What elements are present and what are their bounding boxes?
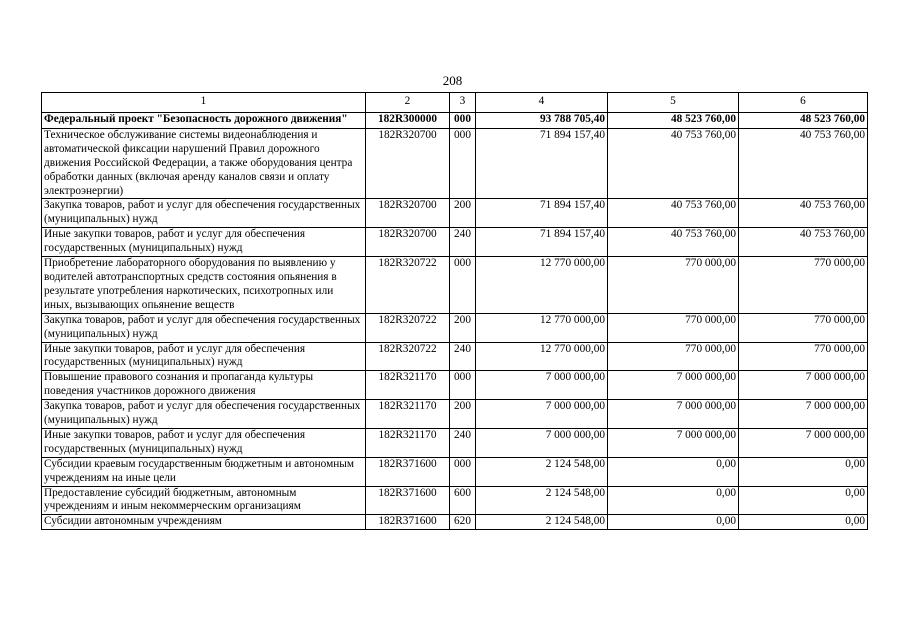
cell-expense-type: 000 [450, 113, 476, 129]
cell-value-col6: 7 000 000,00 [739, 428, 868, 457]
cell-value-col4: 7 000 000,00 [476, 400, 608, 429]
cell-code: 182R371600 [366, 457, 450, 486]
cell-code: 182R321170 [366, 371, 450, 400]
cell-value-col4: 93 788 705,40 [476, 113, 608, 129]
page-number: 208 [442, 73, 463, 88]
cell-value-col5: 770 000,00 [608, 257, 739, 314]
cell-value-col5: 7 000 000,00 [608, 400, 739, 429]
table-row [42, 257, 868, 314]
table-row [42, 313, 868, 342]
column-header-1: 1 [42, 93, 366, 113]
column-header-2: 2 [366, 93, 450, 113]
cell-expense-type: 200 [450, 400, 476, 429]
table-row [42, 228, 868, 257]
cell-value-col4: 2 124 548,00 [476, 486, 608, 515]
cell-value-col4: 71 894 157,40 [476, 128, 608, 199]
cell-code: 182R320722 [366, 342, 450, 371]
column-header-3: 3 [450, 93, 476, 113]
cell-expense-type: 240 [450, 428, 476, 457]
cell-name: Повышение правового сознания и пропаганда культуры поведения участников дорожного движения [42, 371, 366, 400]
cell-value-col6: 0,00 [739, 486, 868, 515]
cell-value-col6: 770 000,00 [739, 313, 868, 342]
cell-value-col6: 40 753 760,00 [739, 128, 868, 199]
cell-expense-type: 600 [450, 486, 476, 515]
table-row [42, 342, 868, 371]
cell-value-col6: 770 000,00 [739, 257, 868, 314]
cell-value-col4: 2 124 548,00 [476, 457, 608, 486]
cell-expense-type: 000 [450, 457, 476, 486]
cell-value-col5: 48 523 760,00 [608, 113, 739, 129]
header-row [42, 93, 868, 113]
column-header-6: 6 [739, 93, 868, 113]
table-body [42, 113, 868, 530]
cell-name: Иные закупки товаров, работ и услуг для обеспечения государственных (муниципальных) нужд [42, 428, 366, 457]
cell-expense-type: 200 [450, 199, 476, 228]
cell-value-col6: 7 000 000,00 [739, 400, 868, 429]
cell-expense-type: 240 [450, 228, 476, 257]
cell-value-col5: 0,00 [608, 457, 739, 486]
cell-value-col6: 7 000 000,00 [739, 371, 868, 400]
table-row [42, 371, 868, 400]
table-header [42, 93, 868, 113]
cell-value-col6: 48 523 760,00 [739, 113, 868, 129]
table-row [42, 457, 868, 486]
cell-value-col5: 40 753 760,00 [608, 128, 739, 199]
cell-name: Закупка товаров, работ и услуг для обеспечения государственных (муниципальных) нужд [42, 199, 366, 228]
cell-name: Иные закупки товаров, работ и услуг для обеспечения государственных (муниципальных) нужд [42, 342, 366, 371]
cell-value-col4: 2 124 548,00 [476, 515, 608, 530]
cell-value-col6: 770 000,00 [739, 342, 868, 371]
cell-value-col4: 7 000 000,00 [476, 428, 608, 457]
budget-table [41, 92, 868, 530]
cell-expense-type: 000 [450, 371, 476, 400]
cell-code: 182R320722 [366, 313, 450, 342]
cell-name: Техническое обслуживание системы видеонаблюдения и автоматической фиксации нарушений Правил дорожного движения Российской Федерации, а также оборудования центра обработки данных (включая аренду каналов связи и оплату электроэнергии) [42, 128, 366, 199]
table-row [42, 486, 868, 515]
cell-value-col4: 71 894 157,40 [476, 199, 608, 228]
cell-value-col6: 0,00 [739, 515, 868, 530]
cell-value-col5: 770 000,00 [608, 342, 739, 371]
cell-name: Субсидии автономным учреждениям [42, 515, 366, 530]
column-header-5: 5 [608, 93, 739, 113]
cell-expense-type: 000 [450, 257, 476, 314]
cell-name: Федеральный проект "Безопасность дорожного движения" [42, 113, 366, 129]
cell-code: 182R320700 [366, 199, 450, 228]
cell-value-col4: 7 000 000,00 [476, 371, 608, 400]
cell-value-col4: 12 770 000,00 [476, 342, 608, 371]
cell-value-col4: 71 894 157,40 [476, 228, 608, 257]
cell-expense-type: 240 [450, 342, 476, 371]
table-row [42, 400, 868, 429]
cell-value-col5: 0,00 [608, 515, 739, 530]
cell-value-col5: 40 753 760,00 [608, 228, 739, 257]
cell-code: 182R300000 [366, 113, 450, 129]
cell-value-col5: 7 000 000,00 [608, 428, 739, 457]
cell-expense-type: 200 [450, 313, 476, 342]
cell-name: Приобретение лабораторного оборудования по выявлению у водителей автотранспортных средств состояния опьянения в результате употребления наркотических, психотропных или иных, вызывающих опьянение веществ [42, 257, 366, 314]
cell-code: 182R321170 [366, 400, 450, 429]
cell-name: Иные закупки товаров, работ и услуг для обеспечения государственных (муниципальных) нужд [42, 228, 366, 257]
cell-code: 182R320700 [366, 128, 450, 199]
cell-value-col4: 12 770 000,00 [476, 257, 608, 314]
cell-name: Закупка товаров, работ и услуг для обеспечения государственных (муниципальных) нужд [42, 400, 366, 429]
cell-name: Субсидии краевым государственным бюджетным и автономным учреждениям на иные цели [42, 457, 366, 486]
cell-code: 182R321170 [366, 428, 450, 457]
table-row [42, 113, 868, 129]
cell-value-col4: 12 770 000,00 [476, 313, 608, 342]
table-row [42, 515, 868, 530]
cell-expense-type: 000 [450, 128, 476, 199]
cell-value-col6: 40 753 760,00 [739, 199, 868, 228]
cell-code: 182R320722 [366, 257, 450, 314]
cell-name: Закупка товаров, работ и услуг для обеспечения государственных (муниципальных) нужд [42, 313, 366, 342]
cell-code: 182R371600 [366, 486, 450, 515]
cell-code: 182R371600 [366, 515, 450, 530]
cell-value-col5: 40 753 760,00 [608, 199, 739, 228]
cell-value-col5: 770 000,00 [608, 313, 739, 342]
cell-value-col5: 7 000 000,00 [608, 371, 739, 400]
table-row [42, 428, 868, 457]
cell-value-col5: 0,00 [608, 486, 739, 515]
cell-code: 182R320700 [366, 228, 450, 257]
cell-name: Предоставление субсидий бюджетным, автономным учреждениям и иным некоммерческим организациям [42, 486, 366, 515]
column-header-4: 4 [476, 93, 608, 113]
cell-expense-type: 620 [450, 515, 476, 530]
cell-value-col6: 0,00 [739, 457, 868, 486]
table-row [42, 199, 868, 228]
table-row [42, 128, 868, 199]
cell-value-col6: 40 753 760,00 [739, 228, 868, 257]
